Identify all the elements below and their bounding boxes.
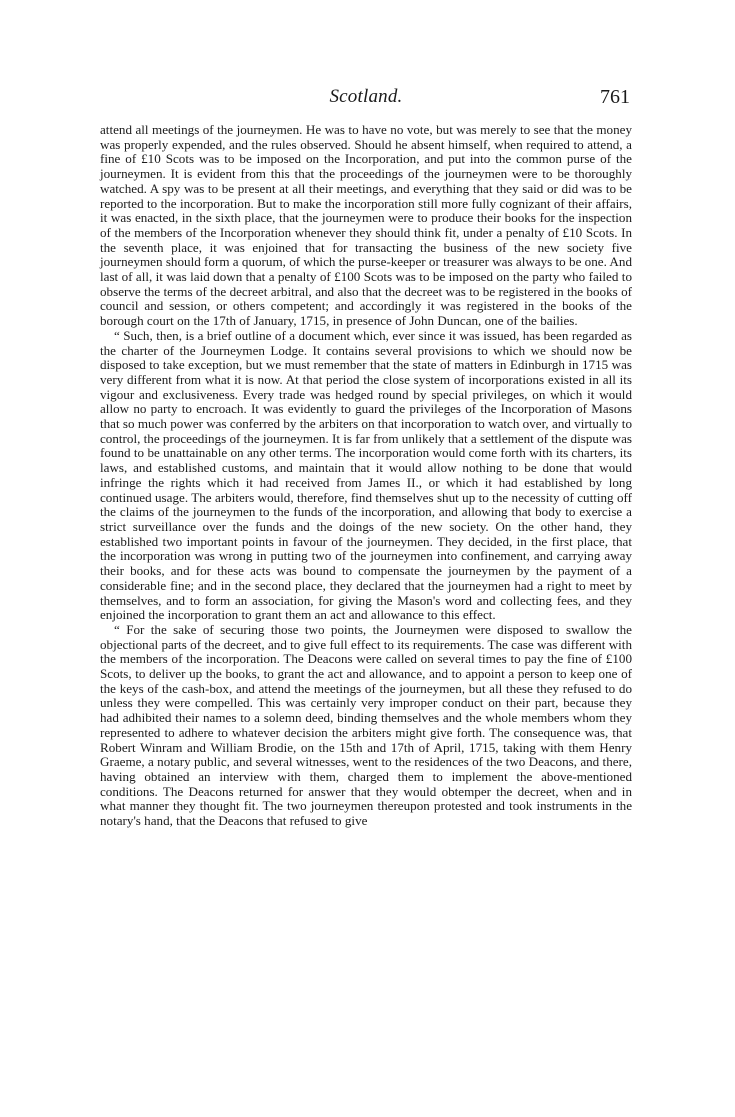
paragraph-continuation: attend all meetings of the journeymen. He was to have no vote, but was merely to see that the money was properly expended, and the rules observed. Should he absent himself, when required to attend, a fine of £10 Scots was to be imposed on the Incorporation, and put into the common purse of the journeymen. It is evident from this that the proceedings of the journeymen were to be thoroughly watched. A spy was to be present at all their meetings, and everything that they said or did was to be reported to the incorporation. But to make the incorporation still more fully cognizant of their affairs, it was enacted, in the sixth place, that the journeymen were to produce their books for the inspection of the members of the Incorporation whenever they should think fit, under a penalty of £10 Scots. In the seventh place, it was enjoined that for transacting the business of the new society five journeymen should form a quorum, of which the purse-keeper or treasurer was always to be one. And last of all, it was laid down that a penalty of £100 Scots was to be imposed on the party who failed to observe the terms of the decreet arbitral, and also that the decreet was to be registered in the books of council and session, or others competent; and accordingly it was registered in the books of the borough court on the 17th of January, 1715, in presence of John Duncan, one of the bailies.	[100, 122, 632, 329]
page-header	[100, 86, 632, 116]
paragraph-deacons-refusal: “ For the sake of securing those two points, the Journeymen were disposed to swallow the objectional parts of the decreet, and to give full effect to its requirements. The case was different with the members of the incorporation. The Deacons were called on several times to pay the fine of £100 Scots, to deliver up the books, to grant the act and allowance, and to appoint a person to keep one of the keys of the cash-box, and attend the meetings of the journeymen, but all these they refused to do unless they were compelled. This was certainly very improper conduct on their part, because they had adhibited their names to a solemn deed, binding themselves and the whole members whom they represented to adhere to whatever decision the arbiters might give forth. The consequence was, that Robert Winram and William Brodie, on the 15th and 17th of April, 1715, taking with them Henry Graeme, a notary public, and several witnesses, went to the residences of the two Deacons, and there, having obtained an interview with them, charged them to implement the above-mentioned conditions. The Deacons returned for answer that they would obtemper the decreet, when and in what manner they thought fit. The two journeymen thereupon protested and took instruments in the notary's hand, that the Deacons that refused to give	[100, 621, 632, 829]
body-text	[100, 123, 632, 829]
paragraph-charter-outline: “ Such, then, is a brief outline of a document which, ever since it was issued, has been regarded as the charter of the Journeymen Lodge. It contains several provisions to which we should now be disposed to take exception, but we must remember that the state of matters in Edinburgh in 1715 was very different from what it is now. At that period the close system of incorporations existed in all its vigour and exclusiveness. Every trade was hedged round by special privileges, on which it would allow no party to encroach. It was evidently to guard the privileges of the Incorporation of Masons that so much power was conferred by the arbiters on that incorporation to watch over, and virtually to control, the proceedings of the journeymen. It is far from unlikely that a settlement of the dispute was found to be unattainable on any other terms. The incorporation would come forth with its charters, its laws, and established customs, and maintain that it would allow nothing to be done that would infringe the rights which it had received from James II., or which it had established by long continued usage. The arbiters would, therefore, find themselves shut up to the necessity of cutting off the claims of the journeymen to the funds of the incorporation, and allowing that body to exercise a strict surveillance over the funds and the doings of the new society. On the other hand, they established two important points in favour of the journeymen. They decided, in the first place, that the incorporation was wrong in putting two of the journeymen into confinement, and carrying away their books, and for these acts was bound to compensate the journeymen by the payment of a considerable fine; and in the second place, they declared that the journeymen had a right to meet by themselves, and to form an association, for giving the Mason's word and collecting fees, and they enjoined the incorporation to grant them an act and allowance to this effect.	[100, 327, 632, 623]
running-title: Scotland.	[329, 86, 403, 107]
page-number: 761	[600, 86, 630, 108]
